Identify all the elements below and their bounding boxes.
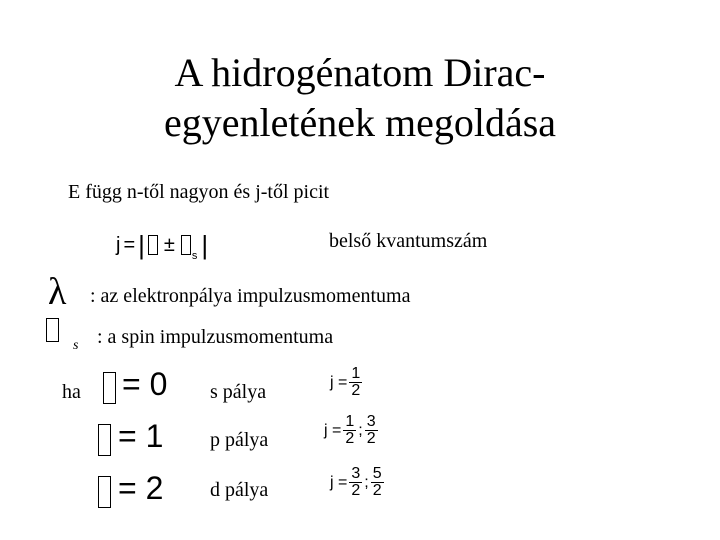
case-orbital-label-row-2: p pálya	[210, 429, 269, 451]
fraction-denominator: 2	[345, 430, 355, 447]
l-placeholder-glyph	[148, 235, 158, 255]
l-placeholder-glyph-row-2	[98, 424, 111, 456]
case-j-values-row-2	[324, 414, 378, 447]
case-orbital-label-row-1: s pálya	[210, 381, 267, 403]
l-placeholder-glyph-row-1	[103, 372, 116, 404]
j-symbol: j	[116, 233, 121, 256]
plus-minus-sign: ±	[163, 233, 175, 256]
case-equation-row-2: = 1	[118, 418, 164, 454]
fraction-separator: ;	[358, 421, 363, 439]
fraction-denominator: 2	[351, 382, 361, 399]
fraction-denominator: 2	[351, 482, 361, 499]
fraction-numerator: 1	[345, 413, 355, 430]
page-title-line-1: A hidrogénatom Dirac-	[174, 50, 546, 95]
intro-text: E függ n-től nagyon és j-től picit	[68, 181, 330, 203]
fraction	[349, 366, 362, 399]
s-placeholder-glyph	[181, 235, 191, 255]
fraction	[365, 414, 378, 447]
j-prefix: j =	[330, 473, 348, 491]
l-placeholder-glyph-row-3	[98, 476, 111, 508]
fraction-numerator: 3	[351, 465, 361, 482]
inner-quantum-number-label: belső kvantumszám	[329, 230, 488, 252]
j-prefix: j =	[330, 373, 348, 391]
case-j-values-row-1	[330, 366, 362, 399]
page-title-line-2: egyenletének megoldása	[163, 100, 557, 145]
abs-bar-open: |	[138, 229, 145, 260]
fraction-numerator: 1	[351, 365, 361, 382]
spin-subscript: s	[73, 338, 79, 353]
fraction-denominator: 2	[366, 430, 376, 447]
j-formula	[116, 228, 208, 262]
s-subscript: s	[191, 250, 198, 262]
fraction	[371, 466, 384, 499]
fraction	[343, 414, 356, 447]
fraction	[349, 466, 362, 499]
fraction-numerator: 5	[372, 465, 382, 482]
case-equation-row-1: = 0	[122, 366, 168, 402]
abs-bar-close: |	[201, 229, 209, 260]
lambda-symbol: λ	[48, 271, 67, 313]
j-prefix: j =	[324, 421, 342, 439]
case-orbital-label-row-3: d pálya	[210, 479, 269, 501]
case-equation-row-3: = 2	[118, 470, 164, 506]
spin-description: : a spin impulzusmomentuma	[97, 326, 334, 348]
fraction-numerator: 3	[366, 413, 376, 430]
lambda-description: : az elektronpálya impulzusmomentuma	[90, 285, 411, 307]
fraction-separator: ;	[364, 473, 369, 491]
fraction-denominator: 2	[372, 482, 382, 499]
equals-sign: =	[123, 233, 136, 256]
spin-placeholder-glyph	[46, 318, 59, 342]
ha-label: ha	[62, 381, 81, 403]
case-j-values-row-3	[330, 466, 384, 499]
